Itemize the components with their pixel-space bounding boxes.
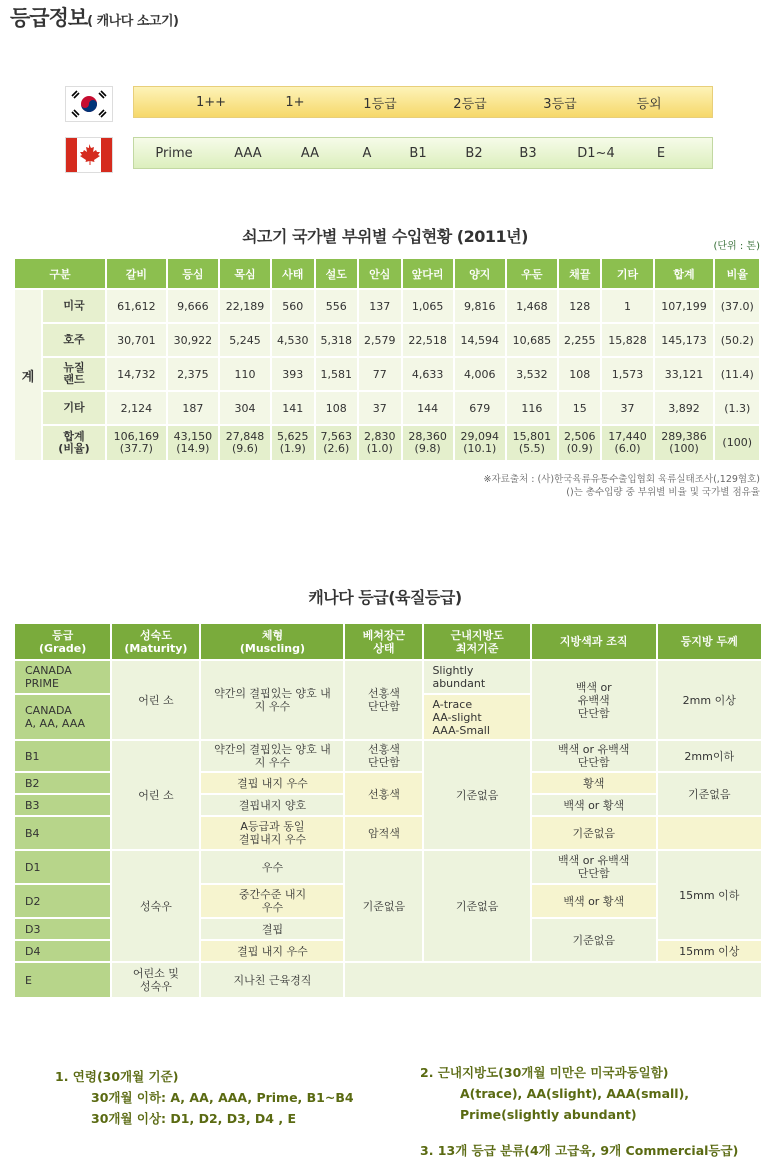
table-cell: 1,573	[602, 358, 652, 390]
col-header: 구분	[15, 259, 105, 288]
total-row	[15, 426, 759, 460]
table-cell: 2,255	[559, 324, 600, 356]
total-ratio: (1.0)	[366, 442, 393, 455]
muscling-cell: 결핍 내지 우수	[201, 941, 343, 961]
muscling-cell: 결핍내지 양호	[201, 795, 343, 815]
color-cell: 기준없음	[345, 851, 422, 961]
grade-cell: CANADA A, AA, AAA	[15, 695, 110, 739]
table-cell: 128	[559, 290, 600, 322]
total-value: 2,830	[364, 430, 396, 443]
table-cell: (1.3)	[715, 392, 759, 424]
total-cell	[507, 426, 557, 460]
col-header: 베쳐장근 상태	[345, 624, 422, 659]
total-value: 7,563	[320, 430, 353, 443]
table-cell: 77	[359, 358, 400, 390]
kr-grade: 1++	[195, 94, 227, 110]
row-header: 호주	[43, 324, 105, 356]
col-header: 등지방 두께	[658, 624, 761, 659]
total-cell	[168, 426, 218, 460]
marbling-cell: Slightly abundant	[424, 661, 529, 693]
table-cell: 22,518	[403, 324, 453, 356]
marbling-cell: 기준없음	[424, 851, 529, 961]
row-header: 뉴질 랜드	[43, 358, 105, 390]
row-header: 미국	[43, 290, 105, 322]
total-cell	[455, 426, 505, 460]
table-cell: 4,006	[455, 358, 505, 390]
canada-table-title: 캐나다 등급(육질등급)	[308, 588, 462, 607]
kr-grade: 3등급	[543, 96, 577, 112]
col-header: 목심	[220, 259, 270, 288]
table-cell: 30,701	[107, 324, 166, 356]
total-value: 2,506	[563, 430, 596, 443]
table-cell: 5,245	[220, 324, 270, 356]
col-header: 합계	[655, 259, 714, 288]
import-table	[13, 257, 761, 462]
ca-grade: D1~4	[577, 145, 615, 161]
marbling-cell: A-trace AA-slight AAA-Small	[424, 695, 529, 739]
fat-color-cell: 백색 or 유백색 단단함	[532, 661, 656, 739]
table-cell: 33,121	[655, 358, 714, 390]
muscling-cell: 결핍 내지 우수	[201, 773, 343, 793]
fat-thickness-cell: 15mm 이하	[658, 851, 761, 939]
table-cell: 37	[359, 392, 400, 424]
total-ratio: (14.9)	[176, 442, 210, 455]
fat-thickness-cell	[658, 817, 761, 849]
total-value: 17,440	[608, 430, 647, 443]
table-cell: 30,922	[168, 324, 218, 356]
total-ratio: (6.0)	[614, 442, 641, 455]
table-cell: 393	[272, 358, 313, 390]
kr-grade: 1등급	[363, 96, 397, 112]
canada-flag-icon	[65, 137, 113, 173]
total-ratio: (5.5)	[518, 442, 545, 455]
note-age	[55, 1066, 354, 1129]
table-header-row	[15, 624, 761, 659]
col-header: 근내지방도 최저기준	[424, 624, 529, 659]
ca-grade: AA	[300, 145, 320, 161]
total-ratio: (10.1)	[463, 442, 497, 455]
col-header: 채끝	[559, 259, 600, 288]
total-ratio: (2.6)	[323, 442, 350, 455]
fat-color-cell: 기준없음	[532, 919, 656, 961]
maturity-cell: 어린 소	[112, 741, 199, 849]
fat-color-cell: 황색	[532, 773, 656, 793]
maturity-cell: 성숙우	[112, 851, 199, 961]
ca-grade: B1	[409, 145, 427, 161]
table-cell: 1	[602, 290, 652, 322]
col-header: 등심	[168, 259, 218, 288]
table-row	[15, 741, 761, 771]
table-cell: 137	[359, 290, 400, 322]
table-header-row	[15, 259, 759, 288]
table-cell: 3,892	[655, 392, 714, 424]
total-value: 29,094	[460, 430, 499, 443]
color-cell: 선홍색 단단함	[345, 741, 422, 771]
table-cell: 22,189	[220, 290, 270, 322]
fat-color-cell: 백색 or 황색	[532, 885, 656, 917]
table-cell: 5,318	[316, 324, 357, 356]
table-cell: (11.4)	[715, 358, 759, 390]
muscling-cell: 중간수준 내지 우수	[201, 885, 343, 917]
kr-grade: 등외	[636, 96, 662, 112]
col-header: 사태	[272, 259, 313, 288]
color-cell: 선홍색 단단함	[345, 661, 422, 739]
note-age-title: 1. 연령(30개월 기준)	[55, 1069, 179, 1084]
unit-label: (단위 : 톤)	[713, 241, 760, 252]
col-header: 앞다리	[403, 259, 453, 288]
table-cell: (50.2)	[715, 324, 759, 356]
muscling-cell: 결핍	[201, 919, 343, 939]
canada-grade-bar	[133, 137, 713, 169]
muscling-cell: 약간의 결핍있는 양호 내 지 우수	[201, 661, 343, 739]
page-title: 등급정보( 캐나다 소고기)	[10, 6, 179, 30]
total-ratio: (9.8)	[414, 442, 441, 455]
col-header: 비율	[715, 259, 759, 288]
muscling-cell: 지나친 근육경직	[201, 963, 343, 997]
group-label: 계	[15, 290, 41, 460]
fat-thickness-cell: 2mm 이상	[658, 661, 761, 739]
note-marbling-b: Prime(slightly abundant)	[460, 1107, 637, 1122]
total-cell	[220, 426, 270, 460]
fat-color-cell: 백색 or 유백색 단단함	[532, 851, 656, 883]
total-cell	[359, 426, 400, 460]
ca-grade: AAA	[234, 145, 262, 161]
table-cell: 37	[602, 392, 652, 424]
table-cell: 116	[507, 392, 557, 424]
ca-grade: Prime	[155, 145, 193, 161]
table-cell: 560	[272, 290, 313, 322]
table-cell: 187	[168, 392, 218, 424]
note-marbling-title: 2. 근내지방도(30개월 미만은 미국과동일함)	[420, 1065, 669, 1080]
fat-color-cell: 백색 or 황색	[532, 795, 656, 815]
grade-cell: B4	[15, 817, 110, 849]
total-cell	[715, 426, 759, 460]
table-cell: 15	[559, 392, 600, 424]
grade-cell: D2	[15, 885, 110, 917]
col-header: 우둔	[507, 259, 557, 288]
total-cell	[655, 426, 714, 460]
table-cell: 10,685	[507, 324, 557, 356]
table-cell: (37.0)	[715, 290, 759, 322]
total-cell	[602, 426, 652, 460]
col-header: 양지	[455, 259, 505, 288]
source-note-1: ※자료출처 : (사)한국육류유통수출입협회 육류실태조사(,129협호)	[483, 474, 760, 485]
source-note	[484, 473, 760, 499]
grade-cell: B1	[15, 741, 110, 771]
table-cell: 144	[403, 392, 453, 424]
total-ratio: (100)	[669, 442, 699, 455]
korea-flag-icon	[65, 86, 113, 122]
fat-thickness-cell: 2mm이하	[658, 741, 761, 771]
col-header: 갈비	[107, 259, 166, 288]
grade-cell: D3	[15, 919, 110, 939]
color-cell: 암적색	[345, 817, 422, 849]
table-row	[15, 290, 759, 322]
kr-grade: 1+	[285, 94, 305, 110]
maturity-cell: 어린소 및 성숙우	[112, 963, 199, 997]
table-cell: 1,468	[507, 290, 557, 322]
col-header: 성숙도 (Maturity)	[112, 624, 199, 659]
marbling-cell: 기준없음	[424, 741, 529, 849]
table-cell: 9,666	[168, 290, 218, 322]
row-header: 합계 (비율)	[43, 426, 105, 460]
note-marbling	[420, 1062, 689, 1125]
total-value: 27,848	[225, 430, 265, 443]
total-value: 15,801	[512, 430, 552, 443]
grade-cell: E	[15, 963, 110, 997]
total-cell	[272, 426, 313, 460]
col-header: 지방색과 조직	[532, 624, 656, 659]
table-cell: 3,532	[507, 358, 557, 390]
total-ratio: (9.6)	[231, 442, 259, 455]
total-ratio: (1.9)	[279, 442, 306, 455]
empty-cell	[345, 963, 761, 997]
table-cell: 14,732	[107, 358, 166, 390]
fat-color-cell: 기준없음	[532, 817, 656, 849]
total-value: 28,360	[408, 430, 447, 443]
table-cell: 107,199	[655, 290, 714, 322]
total-value: 106,169	[113, 430, 160, 443]
total-ratio: (0.9)	[566, 442, 593, 455]
note-classification: 3. 13개 등급 분류(4개 고급육, 9개 Commercial등급)	[420, 1143, 739, 1158]
table-cell: 556	[316, 290, 357, 322]
note-marbling-a: A(trace), AA(slight), AAA(small),	[460, 1086, 690, 1101]
total-value: 289,386	[661, 430, 707, 443]
note-age-under: 30개월 이하: A, AA, AAA, Prime, B1~B4	[91, 1090, 354, 1105]
table-cell: 2,375	[168, 358, 218, 390]
col-header: 등급 (Grade)	[15, 624, 110, 659]
table-cell: 2,579	[359, 324, 400, 356]
table-cell: 1,581	[316, 358, 357, 390]
maturity-cell: 어린 소	[112, 661, 199, 739]
grade-cell: D4	[15, 941, 110, 961]
col-header: 설도	[316, 259, 357, 288]
col-header: 안심	[359, 259, 400, 288]
color-cell: 선홍색	[345, 773, 422, 815]
table-row	[15, 358, 759, 390]
col-header: 체형 (Muscling)	[201, 624, 343, 659]
grade-cell: CANADA PRIME	[15, 661, 110, 693]
total-cell	[559, 426, 600, 460]
table-cell: 15,828	[602, 324, 652, 356]
table-cell: 141	[272, 392, 313, 424]
col-header: 기타	[602, 259, 652, 288]
total-ratio: (37.7)	[119, 442, 153, 455]
grade-cell: B3	[15, 795, 110, 815]
table-row	[15, 392, 759, 424]
table-cell: 108	[316, 392, 357, 424]
ca-grade: E	[656, 145, 666, 161]
table-cell: 1,065	[403, 290, 453, 322]
total-cell	[316, 426, 357, 460]
table-row	[15, 963, 761, 997]
table-cell: 61,612	[107, 290, 166, 322]
grade-cell: B2	[15, 773, 110, 793]
total-value: 43,150	[173, 430, 213, 443]
table-cell: 145,173	[655, 324, 714, 356]
import-table-title: 쇠고기 국가별 부위별 수입현황 (2011년)	[242, 227, 528, 246]
table-cell: 108	[559, 358, 600, 390]
total-cell	[107, 426, 166, 460]
fat-color-cell: 백색 or 유백색 단단함	[532, 741, 656, 771]
grade-cell: D1	[15, 851, 110, 883]
muscling-cell: A등급과 동일 결핍내지 우수	[201, 817, 343, 849]
muscling-cell: 우수	[201, 851, 343, 883]
table-row	[15, 661, 761, 693]
ca-grade: B3	[519, 145, 537, 161]
note-age-over: 30개월 이상: D1, D2, D3, D4 , E	[91, 1111, 296, 1126]
table-cell: 9,816	[455, 290, 505, 322]
source-note-2: ()는 총수입량 중 부위별 비율 및 국가별 점유율	[566, 487, 760, 498]
table-row	[15, 851, 761, 883]
muscling-cell: 약간의 결핍있는 양호 내 지 우수	[201, 741, 343, 771]
table-cell: 14,594	[455, 324, 505, 356]
ca-grade: B2	[465, 145, 483, 161]
table-cell: 304	[220, 392, 270, 424]
table-row	[15, 324, 759, 356]
total-value: (100)	[722, 436, 753, 449]
ca-grade: A	[362, 145, 372, 161]
total-cell	[403, 426, 453, 460]
kr-grade: 2등급	[453, 96, 487, 112]
table-cell: 110	[220, 358, 270, 390]
fat-thickness-cell: 기준없음	[658, 773, 761, 815]
table-cell: 4,633	[403, 358, 453, 390]
table-cell: 4,530	[272, 324, 313, 356]
row-header: 기타	[43, 392, 105, 424]
fat-thickness-cell: 15mm 이상	[658, 941, 761, 961]
table-cell: 2,124	[107, 392, 166, 424]
table-cell: 679	[455, 392, 505, 424]
page-subtitle: ( 캐나다 소고기)	[87, 14, 179, 29]
korea-grade-bar	[133, 86, 713, 118]
total-value: 5,625	[277, 430, 309, 443]
canada-grade-table	[13, 622, 763, 999]
